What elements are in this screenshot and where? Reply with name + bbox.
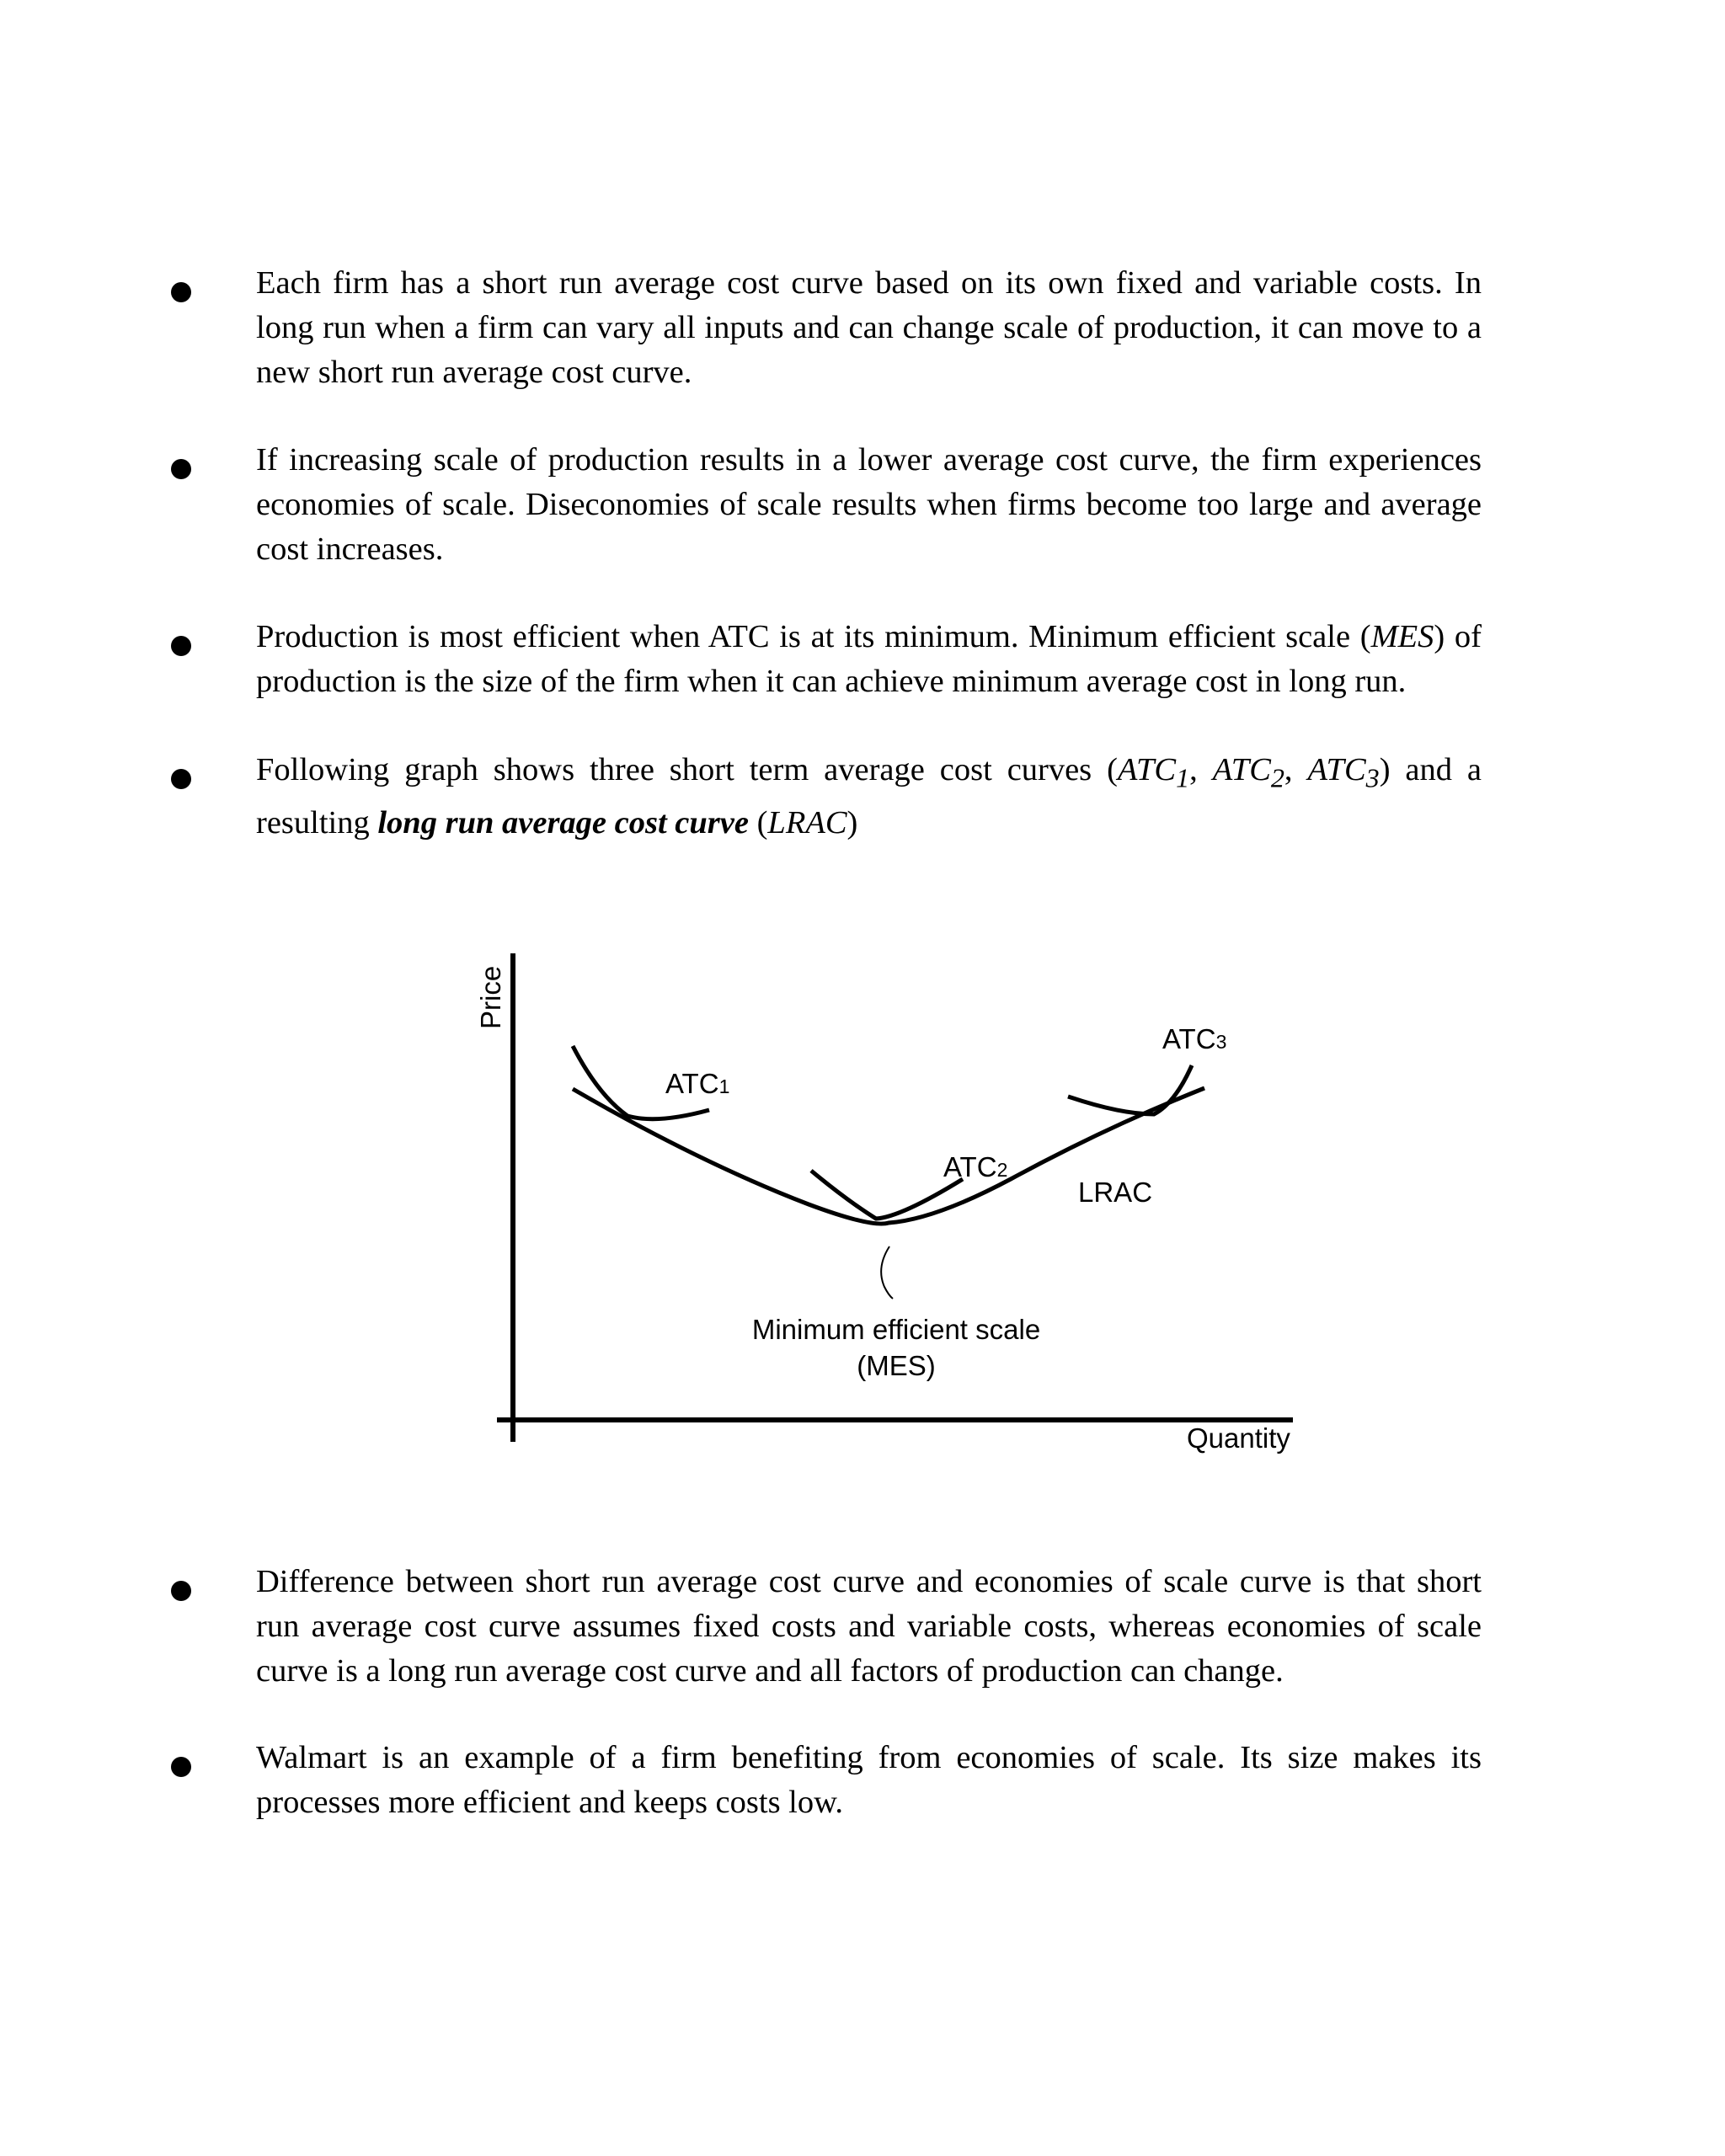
- bullet-dot: [171, 1757, 191, 1777]
- bullet-text-4: Following graph shows three short term average cost curves ($ATC_1$, $ATC_2$, $ATC_3$) and a resulting long run average cost curve (LRAC): [256, 752, 1482, 841]
- atc3-curve: [1068, 1065, 1192, 1114]
- atc1-label: ATC1: [665, 1068, 730, 1099]
- bullet-text-6: Walmart is an example of a firm benefiting from economies of scale. Its size makes its processes more efficient and keeps costs low.: [256, 1740, 1482, 1820]
- atc2-label: ATC2: [943, 1151, 1008, 1182]
- x-axis-label: Quantity: [1187, 1422, 1290, 1454]
- bullet-text-4-part-1: Following graph shows three short term average cost curves (: [256, 752, 1118, 787]
- bullet-text-3-part-2: ) of production is the size of the firm when it can achieve minimum average cost in long run.: [256, 619, 1482, 699]
- y-axis-label: Price: [475, 965, 506, 1029]
- bullet-text-1: Each firm has a short run average cost curve based on its own fixed and variable costs. In long run when a firm can vary all inputs and can change scale of production, it can move to a new short run average cost curve.: [256, 265, 1482, 390]
- lrac-abbrev: LRAC: [767, 804, 847, 841]
- bullet-text-4-part-2: ) and a resulting: [256, 752, 1482, 841]
- mes-label-line-1: Minimum efficient scale: [751, 1314, 1041, 1345]
- mes-pointer: [881, 1246, 893, 1299]
- bullet-text-2: If increasing scale of production results in a lower average cost curve, the firm experiences economies of scale. Diseconomies of scale results when firms become too large and average cost increases.: [256, 442, 1482, 567]
- mes-term: MES: [1370, 619, 1434, 654]
- atc2-term: $ATC_2$: [1212, 752, 1284, 793]
- atc3-label: ATC3: [1162, 1023, 1227, 1054]
- mes-label-line-2: (MES): [857, 1350, 936, 1381]
- bullet-text-5: Difference between short run average cost curve and economies of scale curve is that short run average cost curve assumes fixed costs and variable costs, whereas economies of scale curve is a long run average cost curve and all factors of production can change.: [256, 1564, 1482, 1689]
- lrac-label: LRAC: [1078, 1177, 1153, 1208]
- lrac-term-bold: long run average cost curve: [377, 804, 749, 841]
- bullet-dot: [171, 1581, 191, 1601]
- atc3-term: $ATC_3$: [1307, 752, 1380, 793]
- atc1-term: $ATC_1$: [1117, 752, 1190, 793]
- bullet-text-3-part-1: Production is most efficient when ATC is at its minimum. Minimum efficient scale (: [256, 619, 1371, 654]
